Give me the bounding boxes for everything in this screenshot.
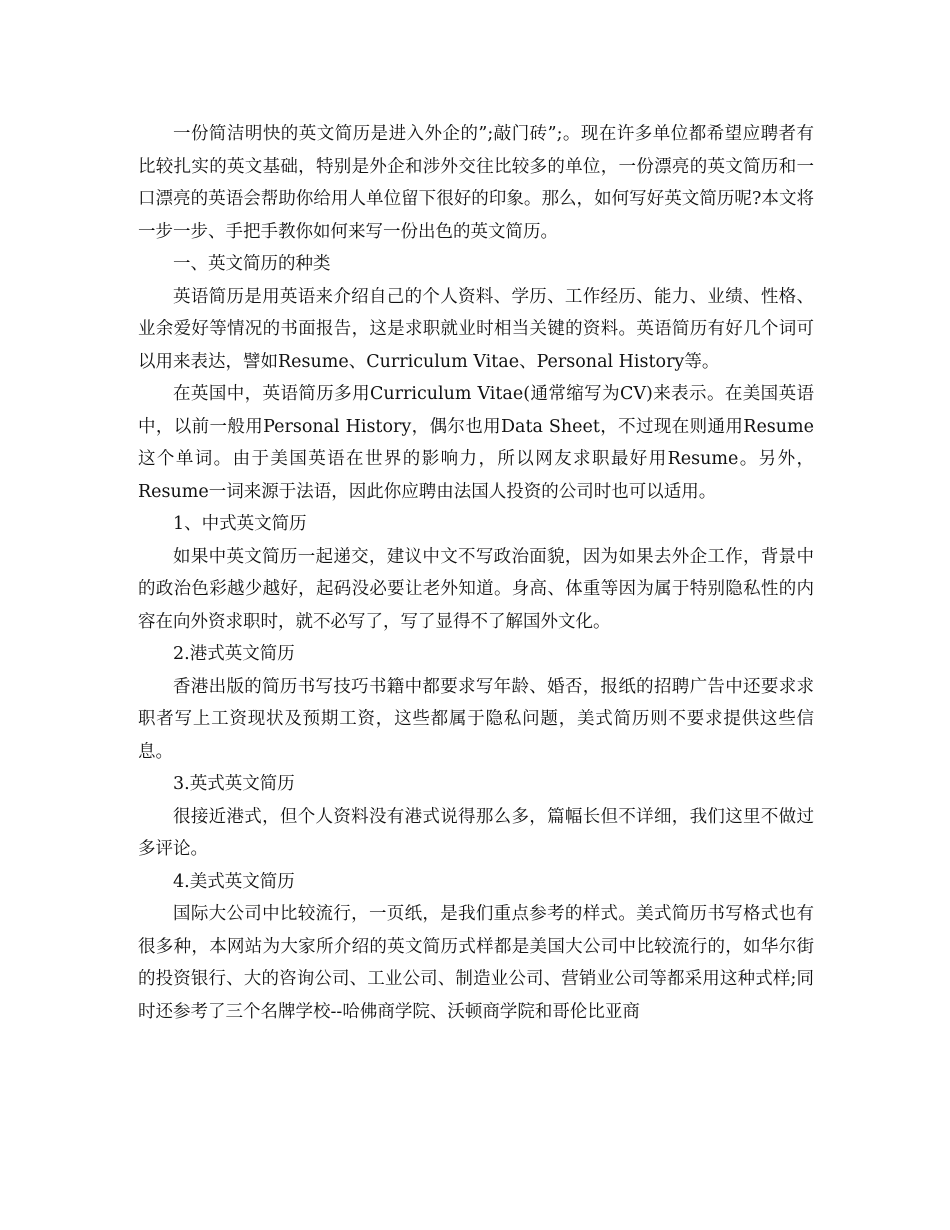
paragraph-american-style: 国际大公司中比较流行，一页纸，是我们重点参考的样式。美式简历书写格式也有很多种，本网站为大家所介绍的英文简历式样都是美国大公司中比较流行的，如华尔街的投资银行、大的咨询公司、工业公司、制造业公司、营销业公司等都采用这种式样;同时还参考了三个名牌学校--哈佛商学院、沃顿商学院和哥伦比亚商: [138, 904, 814, 1022]
subheading-british-style: 3.英式英文简历: [173, 774, 295, 794]
paragraph-british-style: 很接近港式，但个人资料没有港式说得那么多，篇幅长但不详细，我们这里不做过多评论。: [138, 806, 814, 859]
subheading-chinese-style: 1、中式英文简历: [173, 514, 307, 534]
section-heading-resume-types: 一、英文简历的种类: [173, 254, 331, 274]
subheading-american-style: 4.美式英文简历: [173, 871, 295, 892]
paragraph-resume-terms: 在英国中，英语简历多用Curriculum Vitae(通常缩写为CV)来表示。在美国英语中，以前一般用Personal History，偶尔也用Data Sheet，不过现在则通用Resume这个单词。由于美国英语在世界的影响力，所以网友求职最好用Resume。另外，Resume一词来源于法语，因此你应聘由法国人投资的公司时也可以适用。: [138, 384, 814, 502]
intro-paragraph: 一份简洁明快的英文简历是进入外企的”;敲门砖”;。现在许多单位都希望应聘者有比较扎实的英文基础，特别是外企和涉外交往比较多的单位，一份漂亮的英文简历和一口漂亮的英语会帮助你给用人单位留下很好的印象。那么，如何写好英文简历呢?本文将一步一步、手把手教你如何来写一份出色的英文简历。: [138, 124, 814, 242]
paragraph-resume-definition: 英语简历是用英语来介绍自己的个人资料、学历、工作经历、能力、业绩、性格、业余爱好等情况的书面报告，这是求职就业时相当关键的资料。英语简历有好几个词可以用来表达，譬如Resume、Curriculum Vitae、Personal History等。: [138, 286, 814, 372]
subheading-hongkong-style: 2.港式英文简历: [173, 644, 295, 664]
paragraph-hongkong-style: 香港出版的简历书写技巧书籍中都要求写年龄、婚否，报纸的招聘广告中还要求求职者写上工资现状及预期工资，这些都属于隐私问题，美式简历则不要求提供这些信息。: [138, 676, 814, 762]
paragraph-chinese-style: 如果中英文简历一起递交，建议中文不写政治面貌，因为如果去外企工作，背景中的政治色彩越少越好，起码没必要让老外知道。身高、体重等因为属于特别隐私性的内容在向外资求职时，就不必写了，写了显得不了解国外文化。: [138, 546, 814, 632]
document-body: [138, 118, 814, 1028]
